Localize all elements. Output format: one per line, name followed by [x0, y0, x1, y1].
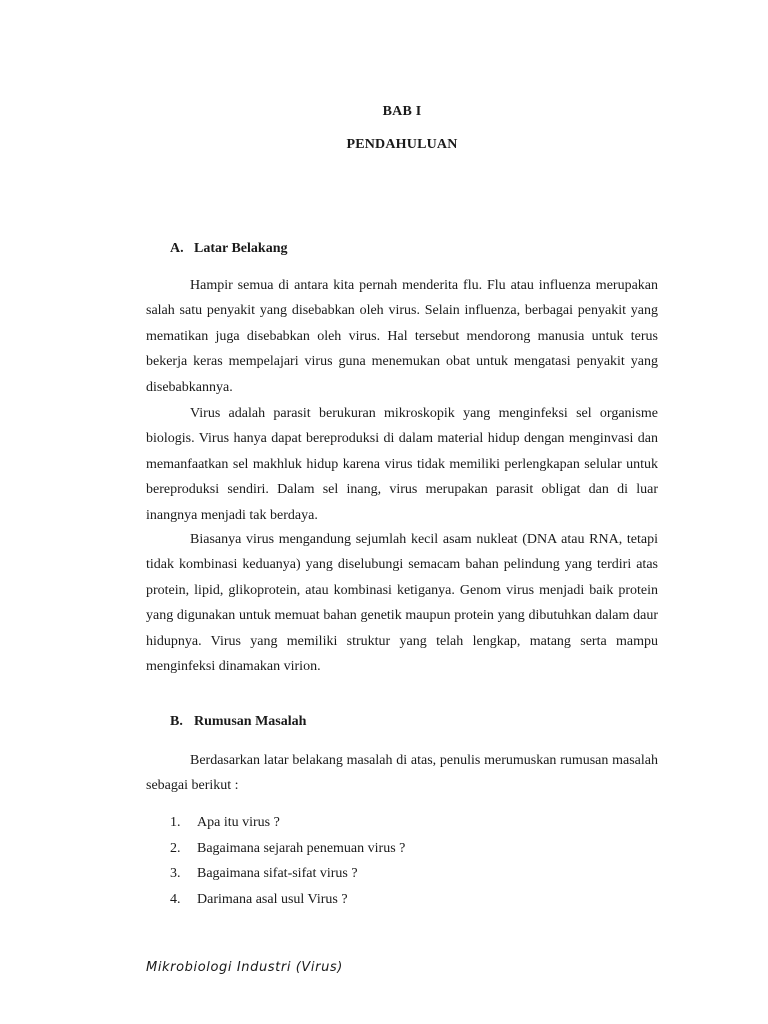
list-item — [170, 836, 405, 862]
page-footer: Mikrobiologi Industri (Virus) — [146, 960, 343, 975]
section-a-letter: A. — [170, 241, 184, 256]
chapter-label: BAB I — [382, 104, 422, 119]
chapter-title: PENDAHULUAN — [346, 137, 458, 152]
problem-list — [170, 810, 405, 912]
background-paragraph-2: Virus adalah parasit berukuran mikroskopik yang menginfeksi sel organisme biologis. Virus hanya dapat bereproduksi di dalam material hidup dengan menginvasi dan memanfaatkan sel makhluk hidup karena virus tidak memiliki perlengkapan selular untuk bereproduksi sendiri. Dalam sel inang, virus merupakan parasit obligat dan di luar inangnya menjadi tak berdaya. — [146, 406, 658, 523]
section-a-title: Latar Belakang — [194, 241, 288, 256]
problem-intro-paragraph: Berdasarkan latar belakang masalah di atas, penulis merumuskan rumusan masalah sebagai berikut : — [146, 753, 658, 794]
list-item-number: 1. — [170, 815, 181, 830]
section-b-heading — [170, 714, 306, 730]
list-item-number: 3. — [170, 866, 181, 881]
list-item — [170, 810, 405, 836]
section-b-letter: B. — [170, 714, 183, 729]
background-paragraph-3: Biasanya virus mengandung sejumlah kecil asam nukleat (DNA atau RNA, tetapi tidak kombinasi keduanya) yang diselubungi semacam bahan pelindung yang terdiri atas protein, lipid, glikoprotein, atau kombinasi ketiganya. Genom virus menjadi baik protein yang digunakan untuk memuat bahan genetik maupun protein yang dibutuhkan dalam daur hidupnya. Virus yang memiliki struktur yang telah lengkap, matang serta mampu menginfeksi dinamakan virion. — [146, 532, 658, 675]
list-item — [170, 887, 405, 913]
list-item-number: 2. — [170, 840, 181, 856]
list-item-text: Bagaimana sifat-sifat virus ? — [197, 866, 358, 881]
background-paragraph-1: Hampir semua di antara kita pernah menderita flu. Flu atau influenza merupakan salah satu penyakit yang disebabkan oleh virus. Selain influenza, berbagai penyakit yang mematikan juga disebabkan oleh virus. Hal tersebut mendorong manusia untuk terus bekerja keras mempelajari virus guna menemukan obat untuk mengatasi penyakit yang disebabkannya. — [146, 278, 658, 395]
list-item-text: Apa itu virus ? — [197, 815, 280, 830]
list-item-number: 4. — [170, 891, 181, 907]
section-a-heading — [170, 241, 287, 257]
list-item — [170, 861, 405, 887]
list-item-text: Bagaimana sejarah penemuan virus ? — [197, 840, 406, 856]
section-b-title: Rumusan Masalah — [194, 714, 307, 729]
list-item-text: Darimana asal usul Virus ? — [197, 891, 348, 907]
